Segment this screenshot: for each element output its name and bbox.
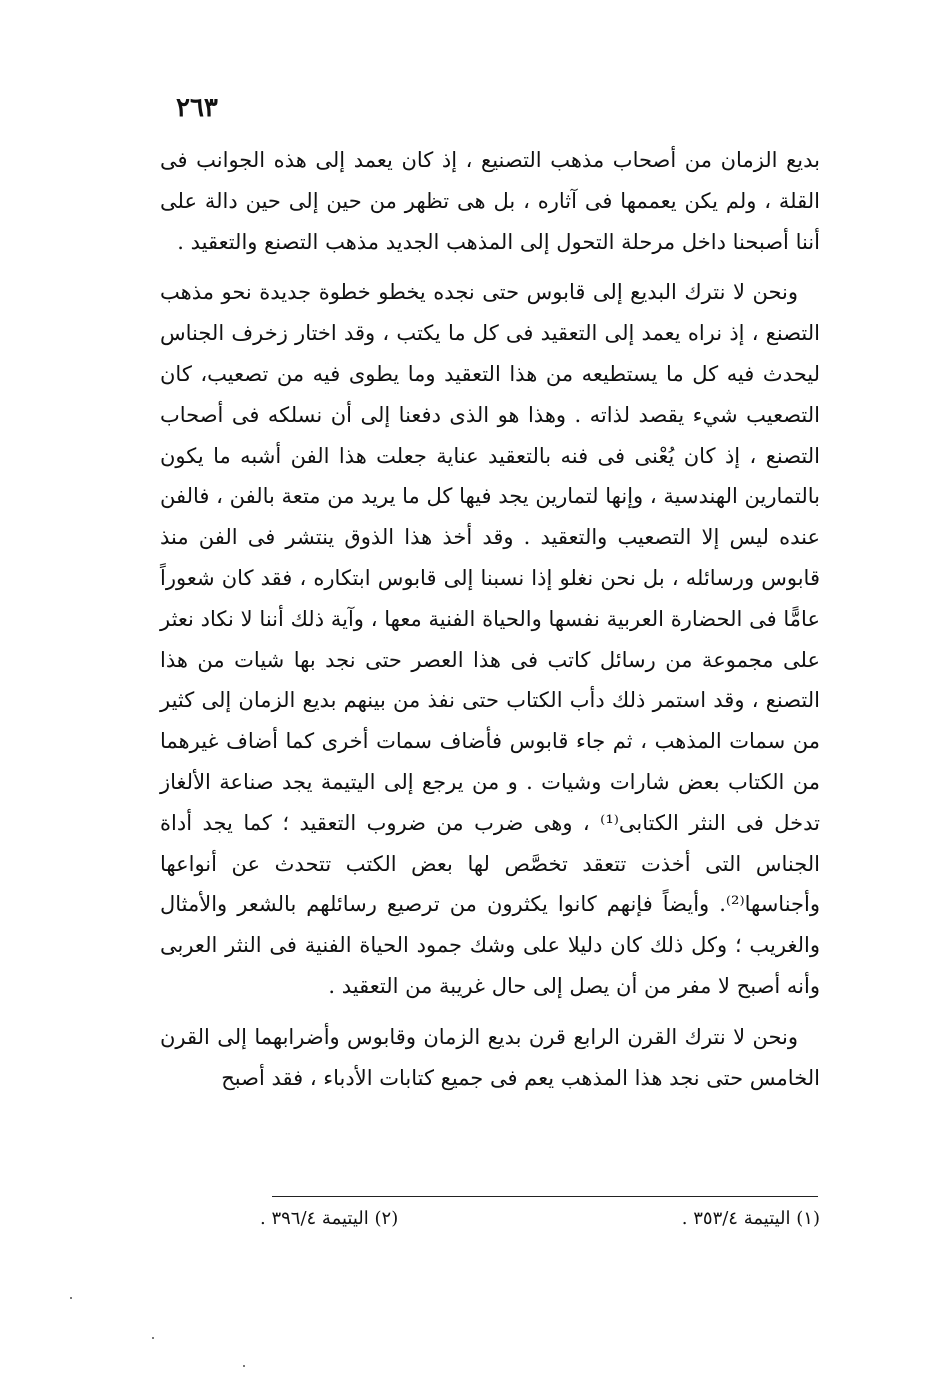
paragraph-2: ونحن لا نترك البديع إلى قابوس حتى نجده يخطو خطوة جديدة نحو مذهب التصنع ، إذ نراه يعمد إلى التعقيد فى كل ما يكتب ، وقد اختار زخرف الجناس ليحدث فيه كل ما يستطيعه من هذا التعقيد وما يطوى فيه من تصعيب، كان التصعيب شيء يقصد لذاته . وهذا هو الذى دفعنا إلى أن نسلكه فى أصحاب التصنع ، إذ كان يُعْنى فى فنه بالتعقيد عناية جعلت هذا الفن أشبه ما يكون بالتمارين الهندسية ، وإنها لتمارين يجد فيها كل ما يريد من متعة بالفن ، فالفن عنده ليس إلا التصعيب والتعقيد . وقد أخذ هذا الذوق ينتشر فى الفن منذ قابوس ورسائله ، بل نحن نغلو إذا نسبنا إلى قابوس ابتكاره ، فقد كان شعوراً عامًّا فى الحضارة العربية نفسها والحياة الفنية معها ، وآية ذلك أننا لا نكاد نعثر على مجموعة من رسائل كاتب فى هذا العصر حتى نجد بها شيات من هذا التصنع ، وقد استمر ذلك دأب الكتاب حتى نفذ من بينهم بديع الزمان إلى كثير من سمات المذهب ، ثم جاء قابوس فأضاف سمات أخرى كما أضاف غيرهما من الكتاب بعض شارات وشيات . و من يرجع إلى اليتيمة يجد صناعة الألغاز تدخل فى النثر الكتابى⁽¹⁾ ، وهى ضرب من ضروب التعقيد ؛ كما يجد أداة الجناس التى أخذت تتعقد تخصَّص لها بعض الكتب تتحدث عن أنواعها وأجناسها⁽²⁾. وأيضاً فإنهم كانوا يكثرون من ترصيع رسائلهم بالشعر والأمثال والغريب ؛ وكل ذلك كان دليلا على وشك جمود الحياة الفنية فى النثر العربى وأنه أصبح لا مفر من أن يصل إلى حال غريبة من التعقيد . — [160, 280, 820, 998]
body-text — [160, 140, 820, 1098]
footnotes — [260, 1208, 820, 1229]
footnote-1: (١) اليتيمة ٣٥٣/٤ . — [681, 1208, 820, 1229]
paragraph-1: بديع الزمان من أصحاب مذهب التصنيع ، إذ كان يعمد إلى هذه الجوانب فى القلة ، ولم يكن يعممها فى آثاره ، بل هى تظهر من حين إلى حين دالة على أننا أصبحنا داخل مرحلة التحول إلى المذهب الجديد مذهب التصنع والتعقيد . — [160, 148, 820, 254]
scan-speck — [152, 1337, 154, 1339]
page-number: ٢٦٣ — [176, 93, 218, 123]
scan-speck — [70, 1297, 72, 1299]
footnote-divider — [272, 1196, 818, 1197]
paragraph-3: ونحن لا نترك القرن الرابع قرن بديع الزمان وقابوس وأضرابهما إلى القرن الخامس حتى نجد هذا المذهب يعم فى جميع كتابات الأدباء ، فقد أصبح — [160, 1024, 820, 1090]
footnote-2: (٢) اليتيمة ٣٩٦/٤ . — [260, 1208, 399, 1229]
scan-speck — [243, 1365, 245, 1367]
